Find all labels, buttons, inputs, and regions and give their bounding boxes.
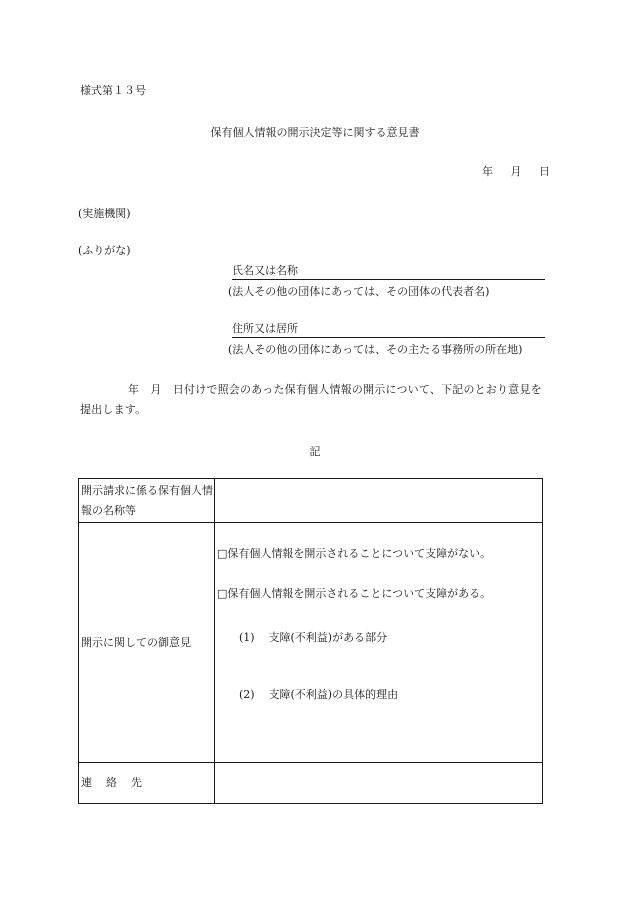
name-field-label: 氏名又は名称: [232, 262, 545, 280]
opinion-label: 開示に関しての御意見: [79, 523, 215, 763]
table-row: [79, 523, 543, 763]
opinion-form-table: [78, 478, 543, 804]
document-title: 保有個人情報の開示決定等に関する意見書: [210, 126, 420, 139]
problem-part-item: [239, 629, 387, 645]
name-field-note: (法人その他の団体にあっては、その団体の代表者名): [228, 285, 490, 298]
date-line: 年 月 日: [482, 165, 550, 178]
address-field-note: (法人その他の団体にあっては、その主たる事務所の所在地): [228, 343, 523, 356]
furigana-label: (ふりがな): [78, 244, 131, 257]
item-number: (2): [239, 688, 255, 701]
item-text: 支障(不利益)がある部分: [268, 631, 388, 644]
problem-checkbox-option[interactable]: □保有個人情報を開示されることについて支障がある。: [217, 587, 492, 600]
agency-label: (実施機関): [78, 207, 131, 220]
item-number: (1): [239, 631, 255, 644]
ki-heading: 記: [309, 445, 321, 458]
info-name-label: 開示請求に係る保有個人情報の名称等: [79, 479, 215, 523]
no-problem-checkbox-option[interactable]: □保有個人情報を開示されることについて支障がない。: [217, 547, 492, 560]
info-name-cell: [215, 479, 543, 523]
form-number: 様式第１３号: [80, 84, 146, 97]
opinion-cell: [215, 523, 543, 763]
problem-reason-item: [239, 686, 398, 702]
item-text: 支障(不利益)の具体的理由: [268, 688, 399, 701]
contact-cell: [215, 763, 543, 804]
table-row: [79, 763, 543, 804]
table-row: [79, 479, 543, 523]
address-field-label: 住所又は居所: [232, 320, 545, 338]
body-paragraph: 年 月 日付けで照会のあった保有個人情報の開示について、下記のとおり意見を提出します。: [80, 383, 542, 416]
contact-label: 連絡先: [79, 763, 215, 804]
